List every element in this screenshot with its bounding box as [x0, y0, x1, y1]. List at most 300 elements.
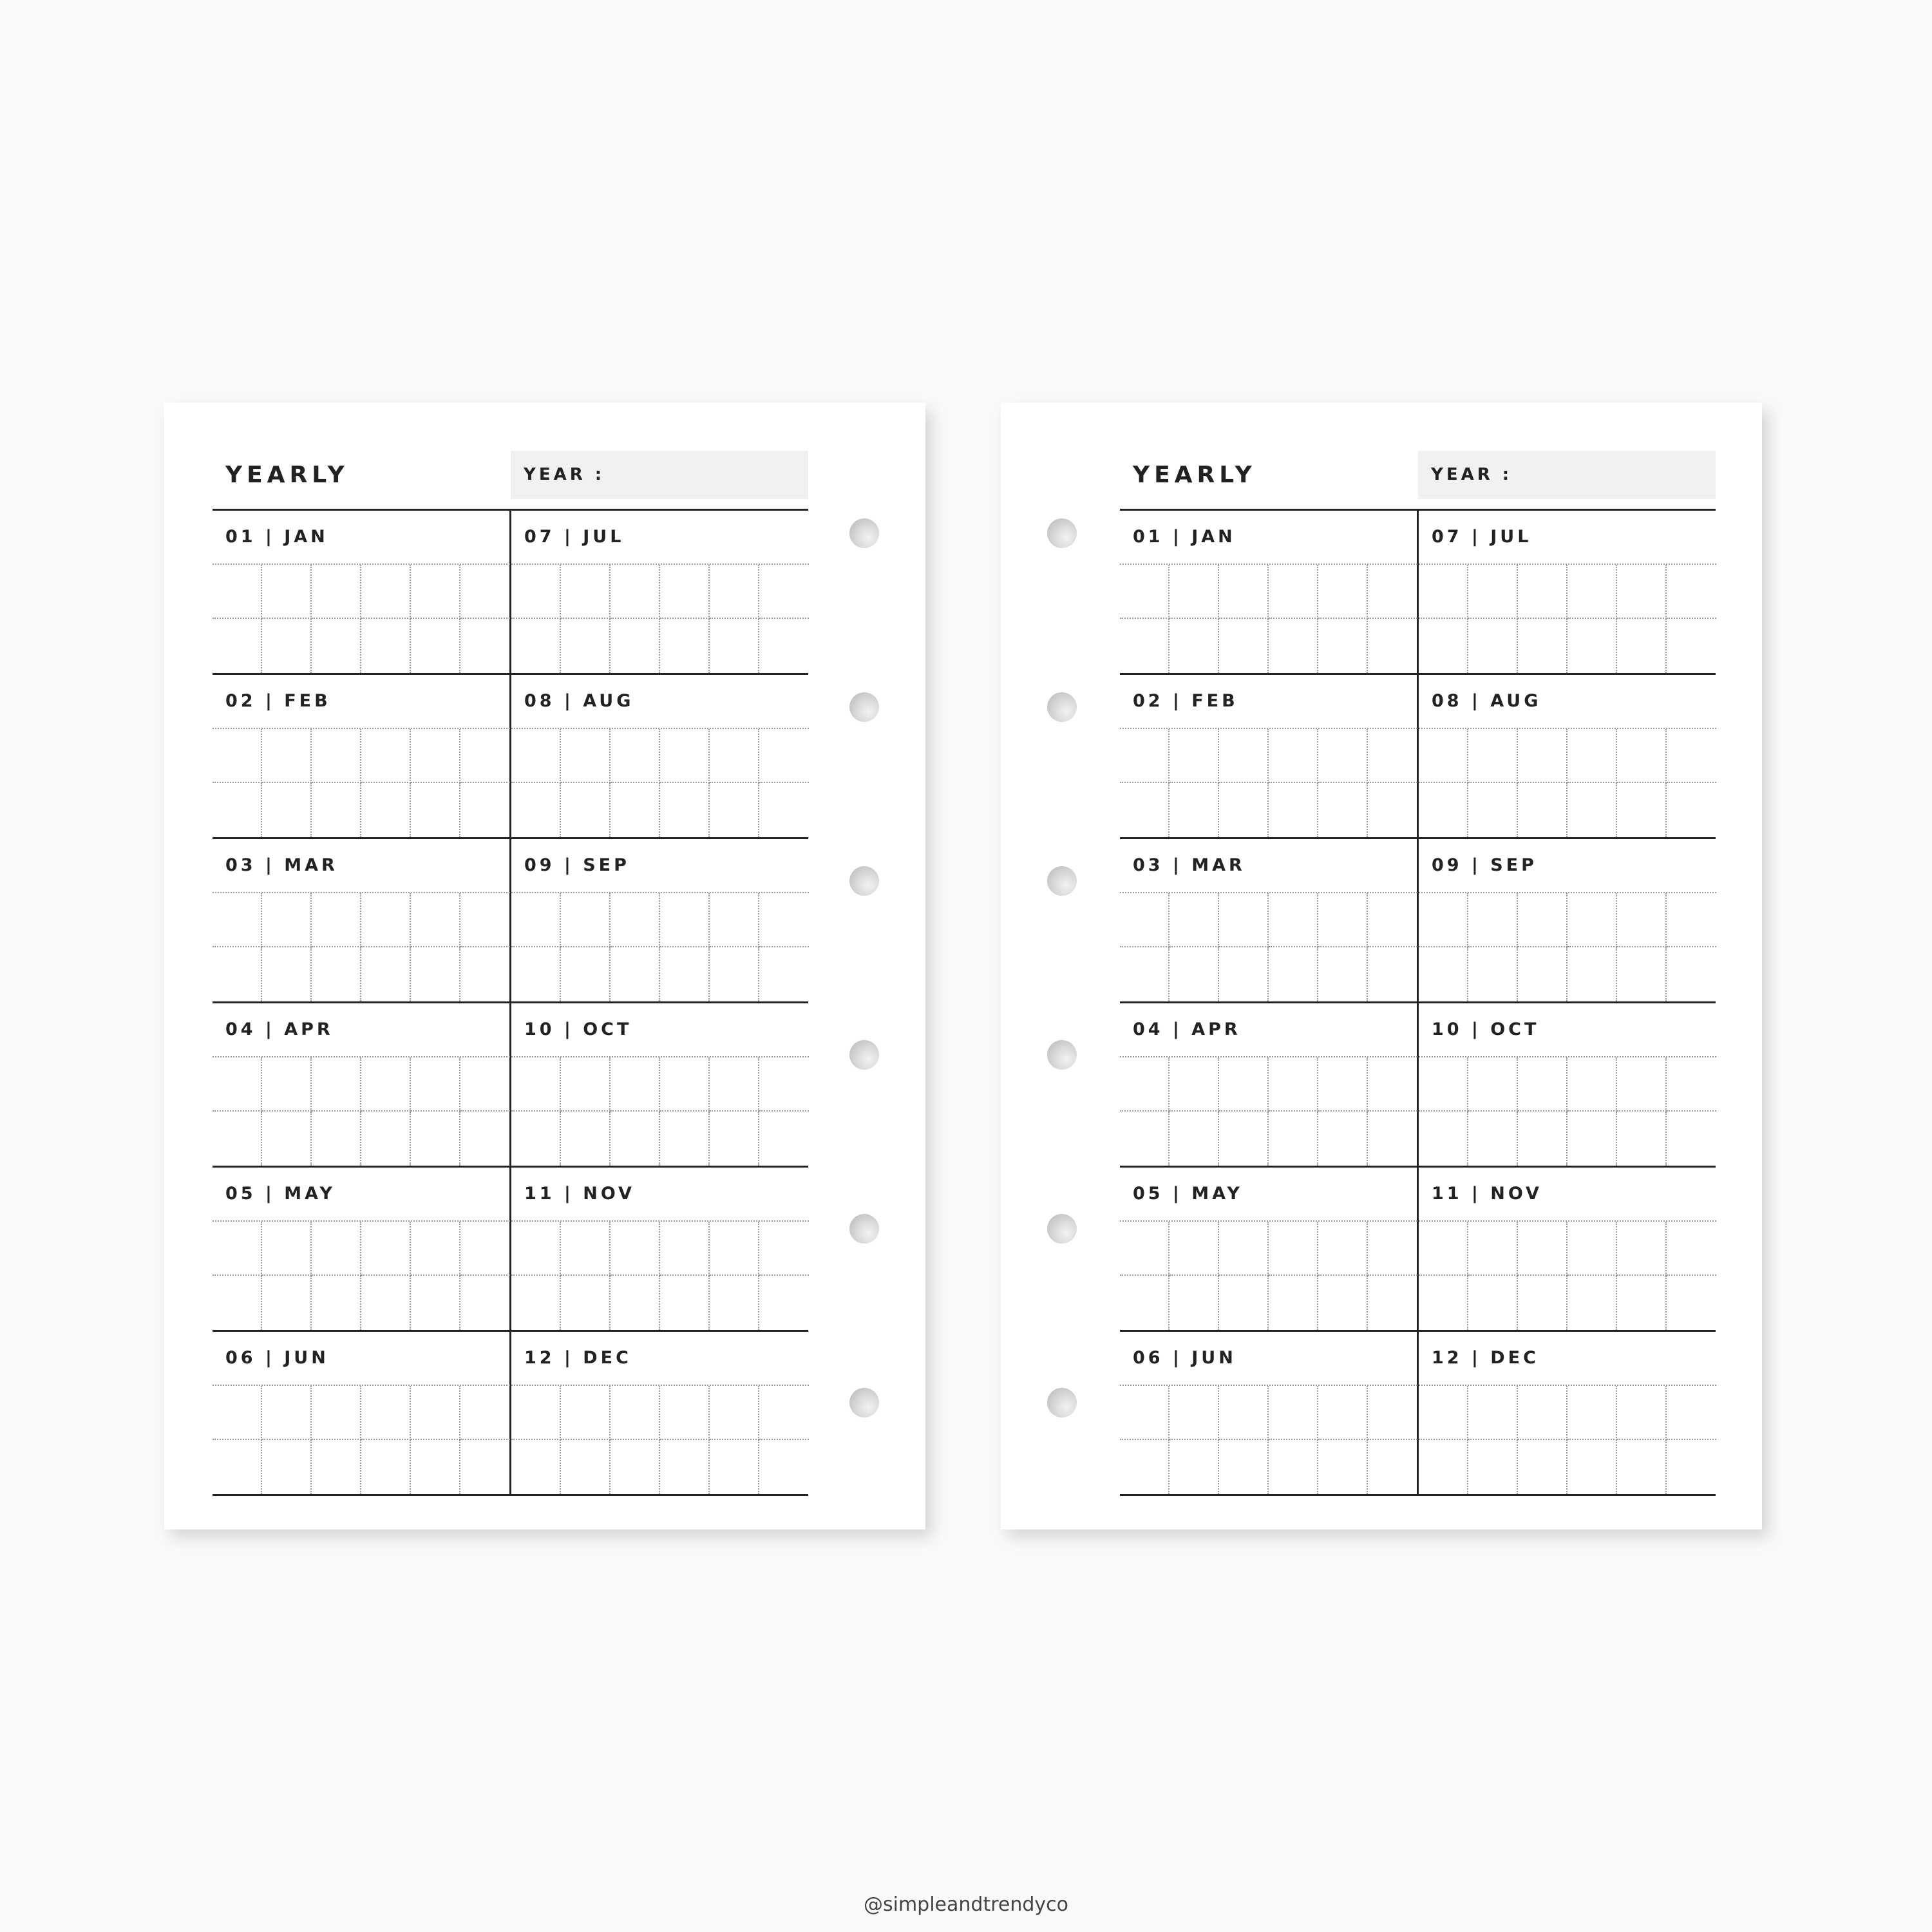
- grid-cell[interactable]: [1120, 783, 1170, 837]
- grid-cell[interactable]: [1219, 1112, 1269, 1166]
- grid-cell[interactable]: [511, 619, 561, 673]
- grid-cell[interactable]: [1518, 947, 1567, 1001]
- grid-cell[interactable]: [1518, 1222, 1567, 1276]
- grid-cell[interactable]: [411, 1276, 460, 1330]
- grid-cell[interactable]: [411, 565, 460, 619]
- grid-cell[interactable]: [213, 1386, 262, 1440]
- grid-cell[interactable]: [312, 729, 361, 783]
- grid-cell[interactable]: [660, 619, 710, 673]
- grid-cell[interactable]: [262, 893, 312, 947]
- grid-cell[interactable]: [312, 783, 361, 837]
- grid-cell[interactable]: [1170, 1112, 1219, 1166]
- grid-cell[interactable]: [411, 1386, 460, 1440]
- grid-cell[interactable]: [361, 1222, 411, 1276]
- grid-cell[interactable]: [411, 1222, 460, 1276]
- month-block[interactable]: [213, 1003, 511, 1166]
- grid-cell[interactable]: [213, 1112, 262, 1166]
- grid-cell[interactable]: [1518, 565, 1567, 619]
- grid-cell[interactable]: [460, 1222, 510, 1276]
- grid-cell[interactable]: [1170, 1440, 1219, 1494]
- grid-cell[interactable]: [561, 1440, 611, 1494]
- grid-cell[interactable]: [1219, 619, 1269, 673]
- grid-cell[interactable]: [710, 947, 759, 1001]
- grid-cell[interactable]: [361, 1276, 411, 1330]
- grid-cell[interactable]: [262, 1386, 312, 1440]
- grid-cell[interactable]: [213, 1057, 262, 1112]
- grid-cell[interactable]: [460, 1057, 510, 1112]
- grid-cell[interactable]: [1368, 565, 1417, 619]
- month-block[interactable]: [1120, 839, 1419, 1001]
- grid-cell[interactable]: [361, 565, 411, 619]
- grid-cell[interactable]: [1170, 947, 1219, 1001]
- grid-cell[interactable]: [1269, 1057, 1318, 1112]
- month-block[interactable]: [1120, 1168, 1419, 1330]
- grid-cell[interactable]: [460, 947, 510, 1001]
- grid-cell[interactable]: [1269, 1440, 1318, 1494]
- grid-cell[interactable]: [1368, 1386, 1417, 1440]
- grid-cell[interactable]: [710, 1276, 759, 1330]
- grid-cell[interactable]: [312, 565, 361, 619]
- grid-cell[interactable]: [759, 947, 809, 1001]
- grid-cell[interactable]: [1269, 1222, 1318, 1276]
- grid-cell[interactable]: [611, 619, 660, 673]
- grid-cell[interactable]: [1667, 1112, 1716, 1166]
- grid-cell[interactable]: [312, 619, 361, 673]
- grid-cell[interactable]: [710, 1386, 759, 1440]
- grid-cell[interactable]: [1518, 1057, 1567, 1112]
- grid-cell[interactable]: [1617, 1222, 1667, 1276]
- grid-cell[interactable]: [1219, 565, 1269, 619]
- grid-cell[interactable]: [759, 619, 809, 673]
- year-field[interactable]: [511, 451, 808, 499]
- grid-cell[interactable]: [213, 893, 262, 947]
- grid-cell[interactable]: [1518, 1440, 1567, 1494]
- grid-cell[interactable]: [1120, 947, 1170, 1001]
- grid-cell[interactable]: [460, 619, 510, 673]
- grid-cell[interactable]: [1318, 619, 1368, 673]
- grid-cell[interactable]: [1368, 1112, 1417, 1166]
- grid-cell[interactable]: [213, 619, 262, 673]
- grid-cell[interactable]: [759, 783, 809, 837]
- grid-cell[interactable]: [1667, 729, 1716, 783]
- grid-cell[interactable]: [1419, 1112, 1468, 1166]
- grid-cell[interactable]: [1567, 1057, 1617, 1112]
- grid-cell[interactable]: [312, 1440, 361, 1494]
- grid-cell[interactable]: [1617, 1386, 1667, 1440]
- grid-cell[interactable]: [411, 1440, 460, 1494]
- grid-cell[interactable]: [561, 783, 611, 837]
- grid-cell[interactable]: [1318, 729, 1368, 783]
- grid-cell[interactable]: [561, 947, 611, 1001]
- grid-cell[interactable]: [1219, 783, 1269, 837]
- grid-cell[interactable]: [710, 619, 759, 673]
- grid-cell[interactable]: [1368, 1276, 1417, 1330]
- grid-cell[interactable]: [460, 783, 510, 837]
- grid-cell[interactable]: [511, 1386, 561, 1440]
- grid-cell[interactable]: [1567, 565, 1617, 619]
- grid-cell[interactable]: [262, 783, 312, 837]
- grid-cell[interactable]: [411, 893, 460, 947]
- month-block[interactable]: [1419, 1332, 1716, 1494]
- grid-cell[interactable]: [262, 1276, 312, 1330]
- grid-cell[interactable]: [710, 565, 759, 619]
- grid-cell[interactable]: [262, 1057, 312, 1112]
- grid-cell[interactable]: [361, 619, 411, 673]
- grid-cell[interactable]: [1468, 783, 1518, 837]
- grid-cell[interactable]: [1419, 1276, 1468, 1330]
- month-block[interactable]: [1120, 1332, 1419, 1494]
- grid-cell[interactable]: [1269, 1112, 1318, 1166]
- grid-cell[interactable]: [1318, 1440, 1368, 1494]
- grid-cell[interactable]: [312, 1057, 361, 1112]
- grid-cell[interactable]: [1567, 1386, 1617, 1440]
- grid-cell[interactable]: [1667, 1222, 1716, 1276]
- grid-cell[interactable]: [1419, 729, 1468, 783]
- grid-cell[interactable]: [460, 1112, 510, 1166]
- grid-cell[interactable]: [213, 783, 262, 837]
- grid-cell[interactable]: [1269, 783, 1318, 837]
- grid-cell[interactable]: [660, 1440, 710, 1494]
- grid-cell[interactable]: [1318, 1222, 1368, 1276]
- grid-cell[interactable]: [1120, 1222, 1170, 1276]
- grid-cell[interactable]: [1219, 1057, 1269, 1112]
- grid-cell[interactable]: [1419, 619, 1468, 673]
- grid-cell[interactable]: [262, 619, 312, 673]
- grid-cell[interactable]: [1419, 565, 1468, 619]
- grid-cell[interactable]: [1617, 619, 1667, 673]
- grid-cell[interactable]: [1468, 1112, 1518, 1166]
- month-block[interactable]: [1419, 675, 1716, 837]
- grid-cell[interactable]: [1318, 783, 1368, 837]
- grid-cell[interactable]: [1170, 619, 1219, 673]
- grid-cell[interactable]: [710, 1057, 759, 1112]
- grid-cell[interactable]: [1468, 565, 1518, 619]
- month-block[interactable]: [1419, 839, 1716, 1001]
- grid-cell[interactable]: [1368, 729, 1417, 783]
- grid-cell[interactable]: [511, 565, 561, 619]
- grid-cell[interactable]: [1518, 729, 1567, 783]
- month-block[interactable]: [511, 1332, 808, 1494]
- grid-cell[interactable]: [511, 1112, 561, 1166]
- grid-cell[interactable]: [660, 783, 710, 837]
- grid-cell[interactable]: [213, 947, 262, 1001]
- grid-cell[interactable]: [660, 565, 710, 619]
- grid-cell[interactable]: [262, 1222, 312, 1276]
- grid-cell[interactable]: [1419, 893, 1468, 947]
- grid-cell[interactable]: [262, 1112, 312, 1166]
- grid-cell[interactable]: [411, 947, 460, 1001]
- grid-cell[interactable]: [511, 783, 561, 837]
- grid-cell[interactable]: [361, 947, 411, 1001]
- grid-cell[interactable]: [1219, 1386, 1269, 1440]
- grid-cell[interactable]: [1269, 1276, 1318, 1330]
- grid-cell[interactable]: [1219, 729, 1269, 783]
- grid-cell[interactable]: [759, 729, 809, 783]
- grid-cell[interactable]: [1120, 893, 1170, 947]
- grid-cell[interactable]: [460, 1440, 510, 1494]
- year-field[interactable]: [1418, 451, 1716, 499]
- grid-cell[interactable]: [1318, 565, 1368, 619]
- grid-cell[interactable]: [1219, 1276, 1269, 1330]
- grid-cell[interactable]: [411, 729, 460, 783]
- grid-cell[interactable]: [759, 1386, 809, 1440]
- grid-cell[interactable]: [312, 947, 361, 1001]
- grid-cell[interactable]: [1170, 1386, 1219, 1440]
- grid-cell[interactable]: [262, 729, 312, 783]
- grid-cell[interactable]: [1468, 1386, 1518, 1440]
- grid-cell[interactable]: [1419, 1386, 1468, 1440]
- grid-cell[interactable]: [1518, 783, 1567, 837]
- month-block[interactable]: [1419, 1003, 1716, 1166]
- grid-cell[interactable]: [660, 893, 710, 947]
- grid-cell[interactable]: [1120, 1386, 1170, 1440]
- grid-cell[interactable]: [411, 1112, 460, 1166]
- grid-cell[interactable]: [1120, 1057, 1170, 1112]
- grid-cell[interactable]: [1170, 1222, 1219, 1276]
- grid-cell[interactable]: [759, 1440, 809, 1494]
- grid-cell[interactable]: [511, 893, 561, 947]
- grid-cell[interactable]: [1617, 783, 1667, 837]
- grid-cell[interactable]: [1120, 1276, 1170, 1330]
- grid-cell[interactable]: [1667, 565, 1716, 619]
- month-block[interactable]: [511, 1003, 808, 1166]
- grid-cell[interactable]: [1617, 1057, 1667, 1112]
- grid-cell[interactable]: [1318, 947, 1368, 1001]
- grid-cell[interactable]: [411, 783, 460, 837]
- grid-cell[interactable]: [660, 1057, 710, 1112]
- grid-cell[interactable]: [312, 1276, 361, 1330]
- grid-cell[interactable]: [1419, 783, 1468, 837]
- grid-cell[interactable]: [1219, 947, 1269, 1001]
- grid-cell[interactable]: [1617, 1440, 1667, 1494]
- grid-cell[interactable]: [1368, 1057, 1417, 1112]
- grid-cell[interactable]: [312, 1222, 361, 1276]
- grid-cell[interactable]: [710, 729, 759, 783]
- month-block[interactable]: [1120, 675, 1419, 837]
- grid-cell[interactable]: [561, 619, 611, 673]
- grid-cell[interactable]: [1518, 1112, 1567, 1166]
- grid-cell[interactable]: [1120, 1112, 1170, 1166]
- grid-cell[interactable]: [561, 565, 611, 619]
- grid-cell[interactable]: [1567, 783, 1617, 837]
- grid-cell[interactable]: [1170, 783, 1219, 837]
- grid-cell[interactable]: [660, 729, 710, 783]
- grid-cell[interactable]: [312, 893, 361, 947]
- grid-cell[interactable]: [1120, 729, 1170, 783]
- grid-cell[interactable]: [1419, 1057, 1468, 1112]
- grid-cell[interactable]: [611, 947, 660, 1001]
- grid-cell[interactable]: [1567, 1440, 1617, 1494]
- grid-cell[interactable]: [1368, 783, 1417, 837]
- grid-cell[interactable]: [710, 893, 759, 947]
- grid-cell[interactable]: [1170, 1276, 1219, 1330]
- month-block[interactable]: [511, 675, 808, 837]
- grid-cell[interactable]: [511, 947, 561, 1001]
- grid-cell[interactable]: [1318, 1386, 1368, 1440]
- grid-cell[interactable]: [361, 893, 411, 947]
- grid-cell[interactable]: [1219, 1440, 1269, 1494]
- grid-cell[interactable]: [611, 1440, 660, 1494]
- grid-cell[interactable]: [759, 1057, 809, 1112]
- grid-cell[interactable]: [1419, 1222, 1468, 1276]
- month-block[interactable]: [213, 839, 511, 1001]
- grid-cell[interactable]: [611, 565, 660, 619]
- month-block[interactable]: [213, 511, 511, 673]
- grid-cell[interactable]: [1617, 1112, 1667, 1166]
- grid-cell[interactable]: [511, 729, 561, 783]
- grid-cell[interactable]: [759, 1276, 809, 1330]
- grid-cell[interactable]: [1667, 1057, 1716, 1112]
- grid-cell[interactable]: [759, 1112, 809, 1166]
- grid-cell[interactable]: [1269, 947, 1318, 1001]
- grid-cell[interactable]: [460, 729, 510, 783]
- grid-cell[interactable]: [1120, 619, 1170, 673]
- grid-cell[interactable]: [1468, 947, 1518, 1001]
- grid-cell[interactable]: [1468, 1057, 1518, 1112]
- month-block[interactable]: [511, 511, 808, 673]
- grid-cell[interactable]: [213, 1222, 262, 1276]
- grid-cell[interactable]: [361, 1386, 411, 1440]
- grid-cell[interactable]: [262, 565, 312, 619]
- grid-cell[interactable]: [611, 1112, 660, 1166]
- grid-cell[interactable]: [361, 1112, 411, 1166]
- grid-cell[interactable]: [511, 1276, 561, 1330]
- grid-cell[interactable]: [561, 1112, 611, 1166]
- grid-cell[interactable]: [1368, 1222, 1417, 1276]
- grid-cell[interactable]: [1667, 783, 1716, 837]
- grid-cell[interactable]: [361, 1440, 411, 1494]
- grid-cell[interactable]: [1170, 565, 1219, 619]
- grid-cell[interactable]: [561, 1057, 611, 1112]
- grid-cell[interactable]: [611, 729, 660, 783]
- grid-cell[interactable]: [1318, 893, 1368, 947]
- grid-cell[interactable]: [561, 729, 611, 783]
- grid-cell[interactable]: [361, 729, 411, 783]
- month-block[interactable]: [213, 1332, 511, 1494]
- grid-cell[interactable]: [1219, 1222, 1269, 1276]
- grid-cell[interactable]: [710, 1112, 759, 1166]
- grid-cell[interactable]: [1667, 1276, 1716, 1330]
- grid-cell[interactable]: [1170, 893, 1219, 947]
- grid-cell[interactable]: [1617, 565, 1667, 619]
- grid-cell[interactable]: [1567, 729, 1617, 783]
- grid-cell[interactable]: [1518, 893, 1567, 947]
- grid-cell[interactable]: [1269, 565, 1318, 619]
- grid-cell[interactable]: [611, 1276, 660, 1330]
- grid-cell[interactable]: [1567, 1222, 1617, 1276]
- grid-cell[interactable]: [1667, 1386, 1716, 1440]
- grid-cell[interactable]: [1419, 947, 1468, 1001]
- grid-cell[interactable]: [1120, 1440, 1170, 1494]
- grid-cell[interactable]: [710, 783, 759, 837]
- month-block[interactable]: [511, 1168, 808, 1330]
- grid-cell[interactable]: [1368, 1440, 1417, 1494]
- grid-cell[interactable]: [1269, 619, 1318, 673]
- grid-cell[interactable]: [1468, 1222, 1518, 1276]
- grid-cell[interactable]: [1567, 893, 1617, 947]
- grid-cell[interactable]: [361, 1057, 411, 1112]
- grid-cell[interactable]: [759, 1222, 809, 1276]
- grid-cell[interactable]: [660, 1112, 710, 1166]
- grid-cell[interactable]: [710, 1440, 759, 1494]
- grid-cell[interactable]: [1468, 1276, 1518, 1330]
- grid-cell[interactable]: [660, 1276, 710, 1330]
- grid-cell[interactable]: [1518, 619, 1567, 673]
- grid-cell[interactable]: [660, 947, 710, 1001]
- grid-cell[interactable]: [1318, 1112, 1368, 1166]
- grid-cell[interactable]: [1468, 729, 1518, 783]
- grid-cell[interactable]: [561, 1276, 611, 1330]
- month-block[interactable]: [1419, 1168, 1716, 1330]
- grid-cell[interactable]: [213, 1440, 262, 1494]
- grid-cell[interactable]: [213, 729, 262, 783]
- grid-cell[interactable]: [1667, 619, 1716, 673]
- grid-cell[interactable]: [460, 1386, 510, 1440]
- grid-cell[interactable]: [1617, 893, 1667, 947]
- grid-cell[interactable]: [1567, 947, 1617, 1001]
- grid-cell[interactable]: [1120, 565, 1170, 619]
- grid-cell[interactable]: [611, 783, 660, 837]
- grid-cell[interactable]: [411, 1057, 460, 1112]
- grid-cell[interactable]: [511, 1057, 561, 1112]
- grid-cell[interactable]: [611, 1386, 660, 1440]
- grid-cell[interactable]: [1468, 619, 1518, 673]
- grid-cell[interactable]: [1518, 1276, 1567, 1330]
- grid-cell[interactable]: [561, 893, 611, 947]
- grid-cell[interactable]: [312, 1112, 361, 1166]
- grid-cell[interactable]: [611, 1057, 660, 1112]
- grid-cell[interactable]: [312, 1386, 361, 1440]
- grid-cell[interactable]: [1567, 1276, 1617, 1330]
- grid-cell[interactable]: [1170, 1057, 1219, 1112]
- grid-cell[interactable]: [611, 893, 660, 947]
- grid-cell[interactable]: [561, 1222, 611, 1276]
- grid-cell[interactable]: [361, 783, 411, 837]
- grid-cell[interactable]: [262, 947, 312, 1001]
- grid-cell[interactable]: [759, 893, 809, 947]
- grid-cell[interactable]: [1219, 893, 1269, 947]
- grid-cell[interactable]: [1617, 1276, 1667, 1330]
- grid-cell[interactable]: [1368, 619, 1417, 673]
- grid-cell[interactable]: [460, 1276, 510, 1330]
- grid-cell[interactable]: [1667, 893, 1716, 947]
- grid-cell[interactable]: [1617, 947, 1667, 1001]
- grid-cell[interactable]: [1269, 893, 1318, 947]
- grid-cell[interactable]: [1269, 729, 1318, 783]
- grid-cell[interactable]: [759, 565, 809, 619]
- month-block[interactable]: [511, 839, 808, 1001]
- month-block[interactable]: [213, 1168, 511, 1330]
- grid-cell[interactable]: [213, 1276, 262, 1330]
- grid-cell[interactable]: [262, 1440, 312, 1494]
- grid-cell[interactable]: [1468, 893, 1518, 947]
- grid-cell[interactable]: [1419, 1440, 1468, 1494]
- month-block[interactable]: [213, 675, 511, 837]
- grid-cell[interactable]: [1368, 893, 1417, 947]
- grid-cell[interactable]: [1318, 1276, 1368, 1330]
- grid-cell[interactable]: [611, 1222, 660, 1276]
- grid-cell[interactable]: [1468, 1440, 1518, 1494]
- grid-cell[interactable]: [1318, 1057, 1368, 1112]
- grid-cell[interactable]: [1567, 619, 1617, 673]
- grid-cell[interactable]: [511, 1440, 561, 1494]
- grid-cell[interactable]: [1667, 1440, 1716, 1494]
- grid-cell[interactable]: [710, 1222, 759, 1276]
- grid-cell[interactable]: [1567, 1112, 1617, 1166]
- grid-cell[interactable]: [1617, 729, 1667, 783]
- grid-cell[interactable]: [561, 1386, 611, 1440]
- grid-cell[interactable]: [660, 1222, 710, 1276]
